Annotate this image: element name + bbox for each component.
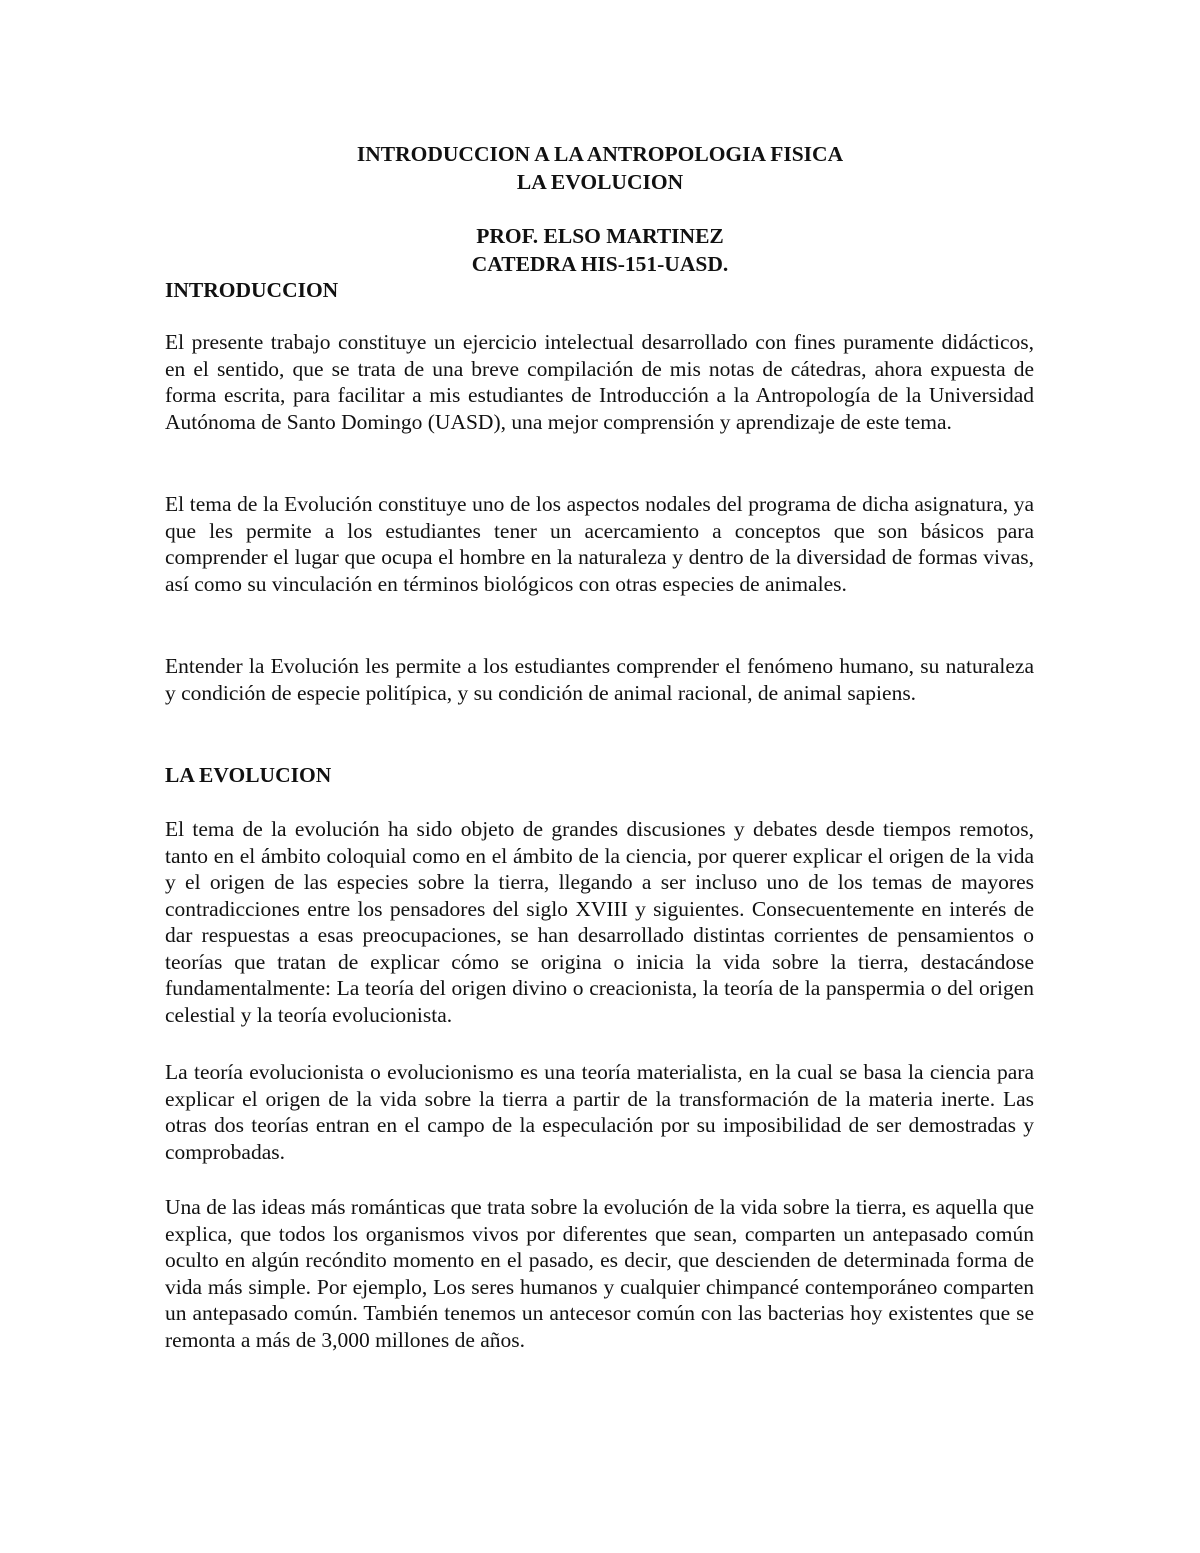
intro-heading: INTRODUCCION xyxy=(165,278,339,302)
intro-paragraph-3: Entender la Evolución les permite a los estudiantes comprender el fenómeno humano, su naturaleza y condición de especie politípica, y su condición de animal racional, de animal sapiens. xyxy=(165,654,1034,705)
course-line: CATEDRA HIS-151-UASD. xyxy=(471,252,729,276)
author-line: PROF. ELSO MARTINEZ xyxy=(476,224,724,248)
evolution-paragraph-1: El tema de la evolución ha sido objeto de grandes discusiones y debates desde tiempos remotos, tanto en el ámbito coloquial como en el ámbito de la ciencia, por querer explicar el origen de la vida y el origen de las especies sobre la tierra, llegando a ser incluso uno de los temas de mayores contradicciones entre los pensadores del siglo XVIII y siguientes. Consecuentemente en interés de dar respuestas a esas preocupaciones, se han desarrollado distintas corrientes de pensamientos o teorías que tratan de explicar cómo se origina o inicia la vida sobre la tierra, destacándose fundamentalmente: La teoría del origen divino o creacionista, la teoría de la panspermia o del origen celestial y la teoría evolucionista. xyxy=(165,817,1034,1027)
document-subtitle: LA EVOLUCION xyxy=(516,170,684,194)
evolution-paragraph-2: La teoría evolucionista o evolucionismo es una teoría materialista, en la cual se basa la ciencia para explicar el origen de la vida sobre la tierra a partir de la transformación de la materia inerte. Las otras dos teorías entran en el campo de la especulación por su imposibilidad de ser demostradas y comprobadas. xyxy=(165,1060,1034,1164)
intro-paragraph-2: El tema de la Evolución constituye uno de los aspectos nodales del programa de dicha asignatura, ya que les permite a los estudiantes tener un acercamiento a conceptos que son básicos para comprender el lugar que ocupa el hombre en la naturaleza y dentro de la diversidad de formas vivas, así como su vinculación en términos biológicos con otras especies de animales. xyxy=(165,492,1034,596)
document-title: INTRODUCCION A LA ANTROPOLOGIA FISICA xyxy=(356,142,844,166)
evolution-heading: LA EVOLUCION xyxy=(165,763,332,787)
document-header xyxy=(165,140,1035,278)
intro-paragraph-1: El presente trabajo constituye un ejercicio intelectual desarrollado con fines puramente didácticos, en el sentido, que se trata de una breve compilación de mis notas de cátedras, ahora expuesta de forma escrita, para facilitar a mis estudiantes de Introducción a la Antropología de la Universidad Autónoma de Santo Domingo (UASD), una mejor comprensión y aprendizaje de este tema. xyxy=(165,330,1034,434)
evolution-paragraph-3: Una de las ideas más románticas que trata sobre la evolución de la vida sobre la tierra, es aquella que explica, que todos los organismos vivos por diferentes que sean, comparten un antepasado común oculto en algún recóndito momento en el pasado, es decir, que descienden de determinada forma de vida más simple. Por ejemplo, Los seres humanos y cualquier chimpancé contemporáneo comparten un antepasado común. También tenemos un antecesor común con las bacterias hoy existentes que se remonta a más de 3,000 millones de años. xyxy=(165,1195,1034,1352)
